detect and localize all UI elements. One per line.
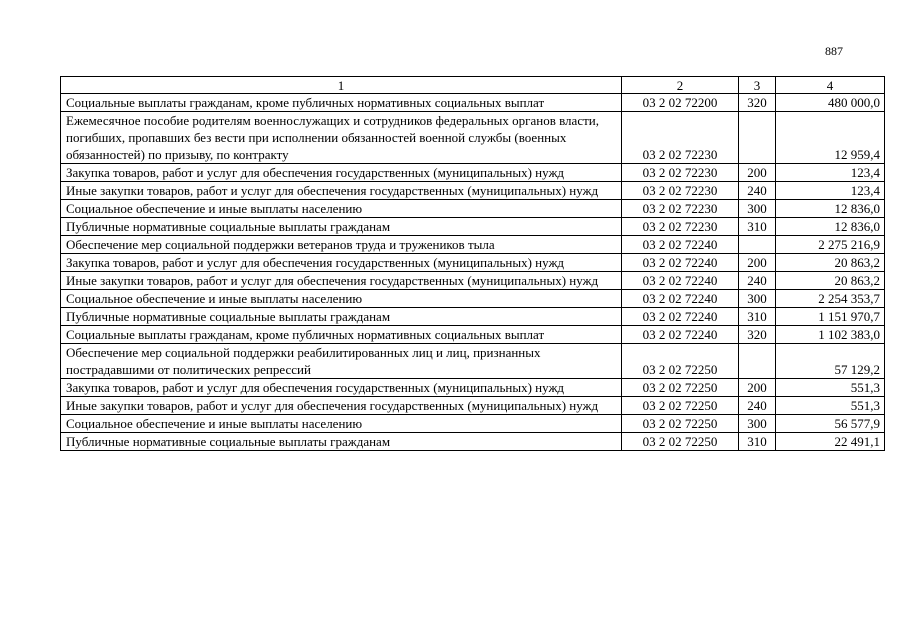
row-name: Публичные нормативные социальные выплаты гражданам [61,218,622,236]
row-code: 03 2 02 72250 [622,415,739,433]
row-name: Иные закупки товаров, работ и услуг для обеспечения государственных (муниципальных) нужд [61,182,622,200]
row-type: 240 [739,397,776,415]
row-type: 200 [739,164,776,182]
table-row [61,200,885,218]
row-code: 03 2 02 72250 [622,344,739,379]
row-amount: 2 254 353,7 [776,290,885,308]
table-row [61,272,885,290]
header-col-4: 4 [776,77,885,94]
row-name: Социальные выплаты гражданам, кроме публичных нормативных социальных выплат [61,326,622,344]
row-name: Иные закупки товаров, работ и услуг для обеспечения государственных (муниципальных) нужд [61,397,622,415]
row-code: 03 2 02 72230 [622,182,739,200]
budget-table [60,76,885,451]
row-name: Закупка товаров, работ и услуг для обеспечения государственных (муниципальных) нужд [61,379,622,397]
row-code: 03 2 02 72230 [622,218,739,236]
table-row [61,94,885,112]
row-name: Социальное обеспечение и иные выплаты населению [61,415,622,433]
row-code: 03 2 02 72240 [622,236,739,254]
row-type: 240 [739,182,776,200]
row-code: 03 2 02 72240 [622,308,739,326]
header-col-3: 3 [739,77,776,94]
table-row [61,236,885,254]
row-type: 300 [739,415,776,433]
row-type [739,236,776,254]
row-type: 240 [739,272,776,290]
row-amount: 12 836,0 [776,200,885,218]
row-type: 300 [739,290,776,308]
table-row [61,290,885,308]
row-amount: 20 863,2 [776,254,885,272]
table-row [61,433,885,451]
row-code: 03 2 02 72230 [622,112,739,164]
row-code: 03 2 02 72200 [622,94,739,112]
row-code: 03 2 02 72230 [622,164,739,182]
row-amount: 551,3 [776,379,885,397]
row-name: Публичные нормативные социальные выплаты гражданам [61,308,622,326]
row-amount: 20 863,2 [776,272,885,290]
page-number: 887 [825,44,843,58]
row-amount: 1 151 970,7 [776,308,885,326]
table-row [61,164,885,182]
row-name: Закупка товаров, работ и услуг для обеспечения государственных (муниципальных) нужд [61,164,622,182]
header-col-1: 1 [61,77,622,94]
row-code: 03 2 02 72240 [622,290,739,308]
row-name: Обеспечение мер социальной поддержки ветеранов труда и тружеников тыла [61,236,622,254]
table-row [61,254,885,272]
header-row [61,77,885,94]
row-type [739,344,776,379]
row-name: Закупка товаров, работ и услуг для обеспечения государственных (муниципальных) нужд [61,254,622,272]
row-name: Обеспечение мер социальной поддержки реабилитированных лиц и лиц, признанных пострадавшими от политических репрессий [61,344,622,379]
row-type: 310 [739,218,776,236]
row-name: Ежемесячное пособие родителям военнослужащих и сотрудников федеральных органов власти, погибших, пропавших без вести при исполнении обязанностей военной службы (военных обязанностей) по призыву, по контракту [61,112,622,164]
table-row [61,308,885,326]
row-amount: 2 275 216,9 [776,236,885,254]
table-row [61,344,885,379]
row-name: Иные закупки товаров, работ и услуг для обеспечения государственных (муниципальных) нужд [61,272,622,290]
row-type [739,112,776,164]
table-row [61,182,885,200]
row-amount: 56 577,9 [776,415,885,433]
table-row [61,397,885,415]
row-type: 200 [739,379,776,397]
row-amount: 123,4 [776,164,885,182]
row-type: 310 [739,308,776,326]
row-code: 03 2 02 72240 [622,326,739,344]
row-amount: 123,4 [776,182,885,200]
row-type: 320 [739,326,776,344]
row-amount: 22 491,1 [776,433,885,451]
row-code: 03 2 02 72240 [622,272,739,290]
row-name: Публичные нормативные социальные выплаты гражданам [61,433,622,451]
row-code: 03 2 02 72230 [622,200,739,218]
table-row [61,218,885,236]
table-row [61,379,885,397]
row-name: Социальные выплаты гражданам, кроме публичных нормативных социальных выплат [61,94,622,112]
row-amount: 12 959,4 [776,112,885,164]
row-code: 03 2 02 72250 [622,397,739,415]
row-code: 03 2 02 72240 [622,254,739,272]
row-type: 320 [739,94,776,112]
row-name: Социальное обеспечение и иные выплаты населению [61,290,622,308]
row-type: 310 [739,433,776,451]
header-col-2: 2 [622,77,739,94]
row-code: 03 2 02 72250 [622,433,739,451]
row-name: Социальное обеспечение и иные выплаты населению [61,200,622,218]
row-code: 03 2 02 72250 [622,379,739,397]
row-amount: 57 129,2 [776,344,885,379]
row-type: 300 [739,200,776,218]
table-row [61,415,885,433]
row-amount: 551,3 [776,397,885,415]
row-amount: 480 000,0 [776,94,885,112]
row-amount: 1 102 383,0 [776,326,885,344]
row-type: 200 [739,254,776,272]
table-row [61,326,885,344]
table-row [61,112,885,164]
row-amount: 12 836,0 [776,218,885,236]
